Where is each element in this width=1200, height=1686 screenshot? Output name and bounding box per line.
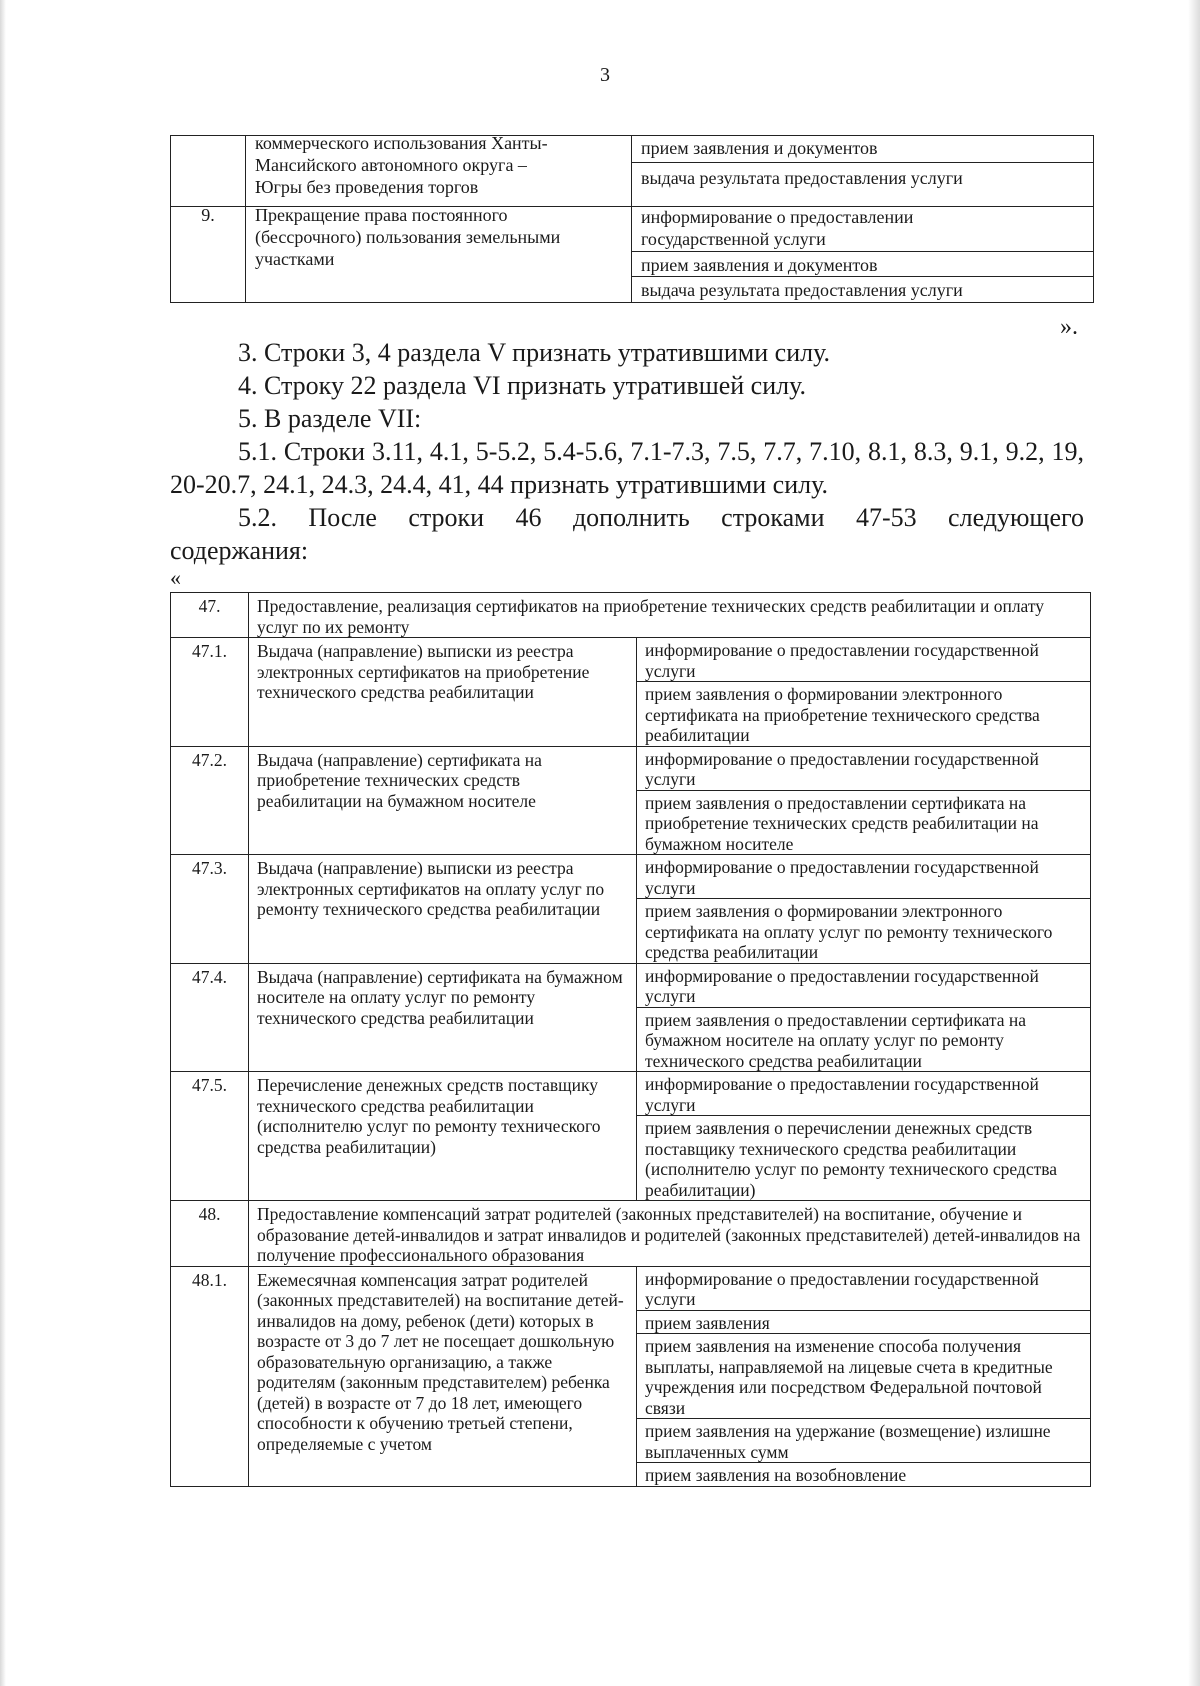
service-item: выдача результата предоставления услуги — [641, 280, 963, 300]
row-number: 48. — [171, 1201, 249, 1267]
section-header: Предоставление, реализация сертификатов на приобретение технических средств реабилитации и оплату услуг по их ремонту — [249, 593, 1091, 638]
row-number: 47.4. — [171, 963, 249, 1072]
service-item: прием заявления и документов — [641, 255, 878, 275]
service-item: прием заявления на возобновление — [645, 1465, 907, 1485]
service-divider — [631, 251, 1093, 252]
row-number: 9. — [201, 205, 215, 225]
row-number: 47.1. — [171, 638, 249, 747]
paragraph: 4. Строку 22 раздела VI признать утратившей силу. — [238, 371, 807, 400]
table-row — [171, 1266, 1091, 1486]
table-row — [171, 855, 1091, 964]
service-item: прием заявления о формировании электронного сертификата на оплату услуг по ремонту технического средства реабилитации — [645, 901, 1053, 962]
row-number: 47. — [171, 593, 249, 638]
service-item: выдача результата предоставления услуги — [641, 168, 963, 188]
table-row — [171, 593, 1091, 638]
paragraph: 5.1. Строки 3.11, 4.1, 5-5.2, 5.4-5.6, 7.1-7.3, 7.5, 7.7, 7.10, 8.1, 8.3, 9.1, 9.2, 19, 20-20.7, 24.1, 24.3, 24.4, 41, 44 признать утратившими силу. — [170, 437, 1084, 499]
column-divider — [245, 136, 246, 302]
row-number: 47.3. — [171, 855, 249, 964]
service-item: информирование о предоставлении государственной услуги — [637, 638, 1090, 682]
service-item: прием заявления о формировании электронного сертификата на приобретение технического средства реабилитации — [645, 684, 1040, 745]
row-number: 47.2. — [171, 746, 249, 855]
row-name: Выдача (направление) сертификата на приобретение технических средств реабилитации на бумажном носителе — [249, 746, 637, 855]
table-row — [171, 1201, 1091, 1267]
paragraph: содержания: — [170, 536, 309, 565]
service-divider — [631, 162, 1093, 163]
row-name: Ежемесячная компенсация затрат родителей (законных представителей) на воспитание детей-инвалидов на дому, ребенок (дети) которых в возрасте от 3 до 7 лет не посещает дошкольную образовательную организацию, а также родителям (законным представителем) ребенка (детей) в возрасте от 7 до 18 лет, имеющего способности к обучению третьей степени, определяемые с учетом — [249, 1266, 637, 1486]
paragraph: 3. Строки 3, 4 раздела V признать утратившими силу. — [238, 338, 830, 367]
scan-edge-right — [1188, 0, 1200, 1686]
service-item: информирование о предоставлении государственной услуги — [637, 964, 1090, 1008]
section-header: Предоставление компенсаций затрат родителей (законных представителей) на воспитание, обучение и образование детей-инвалидов и затрат инвалидов и родителей (законных представителей) детей-инвалидов на получение профессионального образования — [249, 1201, 1091, 1267]
continuation-table — [170, 135, 1094, 303]
service-item: информирование о предоставлении государственной услуги — [637, 1072, 1090, 1116]
row-name: Выдача (направление) сертификата на бумажном носителе на оплату услуг по ремонту технического средства реабилитации — [249, 963, 637, 1072]
service-item: информирование о предоставлении государственной услуги — [637, 855, 1090, 899]
table-row — [171, 1072, 1091, 1201]
service-item: прием заявления на изменение способа получения выплаты, направляемой на лицевые счета в кредитные учреждения или посредством Федеральной почтовой связи — [637, 1334, 1090, 1419]
service-item: прием заявления — [637, 1311, 1090, 1335]
table-row — [171, 638, 1091, 747]
service-item: прием заявления и документов — [641, 138, 878, 158]
service-item: информирование о предоставлении государственной услуги — [637, 1267, 1090, 1311]
column-divider — [631, 136, 632, 302]
row-number: 47.5. — [171, 1072, 249, 1201]
service-item: прием заявления о предоставлении сертификата на бумажном носителе на оплату услуг по ремонту технического средства реабилитации — [645, 1009, 1027, 1071]
service-item: прием заявления о предоставлении сертификата на приобретение технических средств реабилитации на бумажном носителе — [645, 792, 1039, 854]
service-item: информирование о предоставлении государственной услуги — [641, 207, 914, 249]
service-item: информирование о предоставлении государственной услуги — [637, 747, 1090, 791]
row-name: коммерческого использования Ханты- Мансийского автономного округа – Югры без проведения торгов — [255, 133, 548, 197]
page-number: 3 — [600, 64, 610, 86]
services-table — [170, 592, 1091, 1487]
table-row — [171, 746, 1091, 855]
closing-quote: ». — [1060, 314, 1078, 340]
scan-edge-left — [0, 0, 6, 1686]
opening-quote: « — [170, 565, 181, 590]
row-number: 48.1. — [171, 1266, 249, 1486]
service-item: прием заявления на удержание (возмещение) излишне выплаченных сумм — [637, 1419, 1090, 1463]
service-divider — [631, 276, 1093, 277]
row-name: Перечисление денежных средств поставщику технического средства реабилитации (исполнителю услуг по ремонту технического средства реабилитации) — [249, 1072, 637, 1201]
table-row — [171, 963, 1091, 1072]
service-item: прием заявления о перечислении денежных средств поставщику технического средства реабилитации (исполнителю услуг по ремонту технического средства реабилитации) — [645, 1118, 1058, 1200]
row-name: Прекращение права постоянного (бессрочного) пользования земельными участками — [255, 205, 561, 269]
row-name: Выдача (направление) выписки из реестра электронных сертификатов на приобретение технического средства реабилитации — [249, 638, 637, 747]
paragraph: 5. В разделе VII: — [238, 404, 422, 433]
paragraph: 5.2. После строки 46 дополнить строками 47-53 следующего — [238, 503, 1084, 532]
row-name: Выдача (направление) выписки из реестра электронных сертификатов на оплату услуг по ремонту технического средства реабилитации — [249, 855, 637, 964]
